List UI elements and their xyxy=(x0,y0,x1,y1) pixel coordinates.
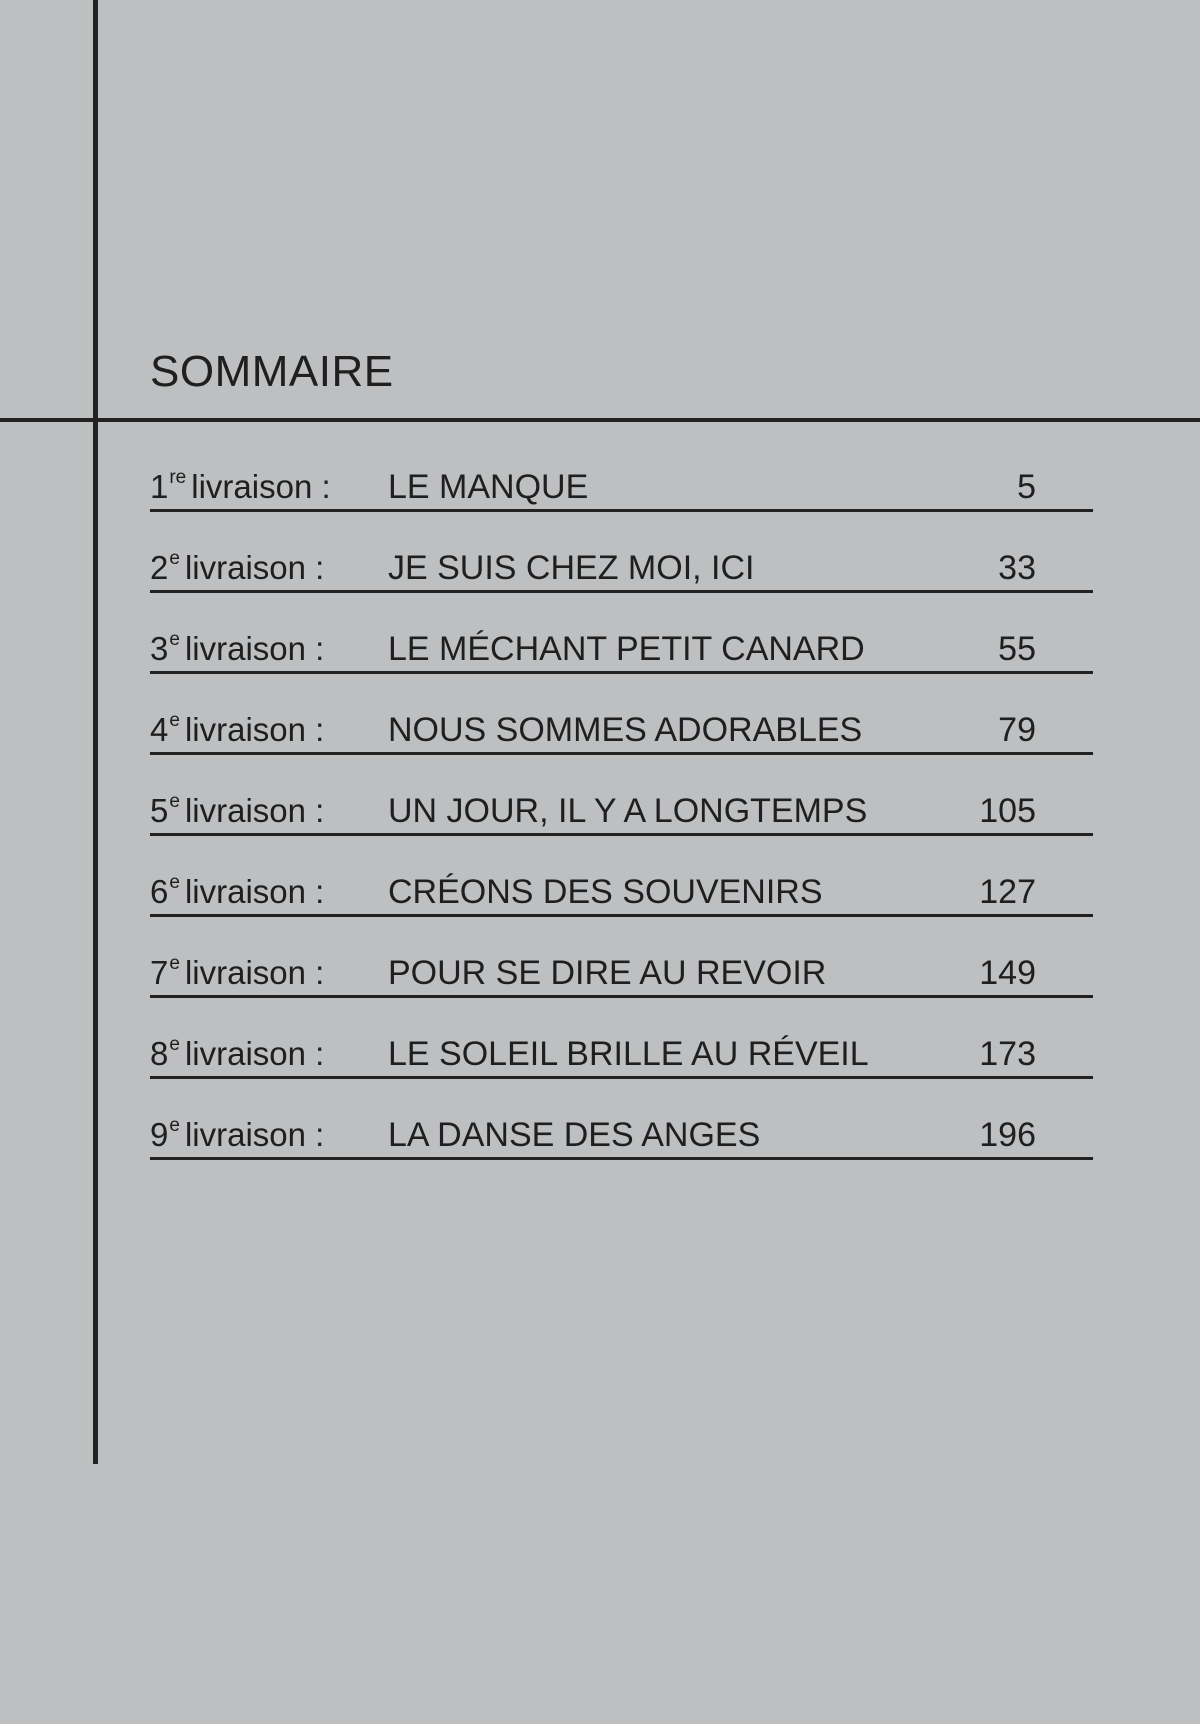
toc-entry-label xyxy=(150,710,325,748)
toc-entry-word: livraison : xyxy=(184,954,325,991)
toc-entry-label xyxy=(150,1115,325,1153)
toc-entry-rule xyxy=(150,590,1093,593)
toc-entry-number: 2 xyxy=(150,549,169,586)
toc-entry-word: livraison : xyxy=(184,873,325,910)
toc-entry-page: 173 xyxy=(979,1035,1036,1073)
toc-entry-word: livraison : xyxy=(184,711,325,748)
toc-entry-label xyxy=(150,629,325,667)
toc-entry-page: 33 xyxy=(998,549,1036,587)
toc-entry-chapter: LA DANSE DES ANGES xyxy=(388,1116,761,1154)
toc-entry-ordinal: e xyxy=(169,1034,180,1055)
toc-entry-label xyxy=(150,791,325,829)
toc-entry xyxy=(150,622,1093,703)
toc-entry xyxy=(150,946,1093,1027)
toc-entry-chapter: LE MANQUE xyxy=(388,468,589,506)
toc-entry-rule xyxy=(150,995,1093,998)
toc-entry-page: 5 xyxy=(1017,468,1036,506)
toc-entry-ordinal: e xyxy=(169,548,180,569)
toc-entry-word: livraison : xyxy=(184,1035,325,1072)
toc-entry-word: livraison : xyxy=(184,1116,325,1153)
toc-entry-chapter: CRÉONS DES SOUVENIRS xyxy=(388,873,823,911)
toc-entry xyxy=(150,703,1093,784)
toc-entry xyxy=(150,865,1093,946)
toc-entry-word: livraison : xyxy=(184,549,325,586)
toc-entry-chapter: POUR SE DIRE AU REVOIR xyxy=(388,954,827,992)
vertical-rule xyxy=(93,0,98,1464)
toc-entry-chapter: NOUS SOMMES ADORABLES xyxy=(388,711,863,749)
toc-entry-page: 196 xyxy=(979,1116,1036,1154)
toc-entry-number: 3 xyxy=(150,630,169,667)
toc-entry-ordinal: e xyxy=(169,710,180,731)
toc-entry xyxy=(150,784,1093,865)
page-title: SOMMAIRE xyxy=(150,347,394,396)
toc-entry-ordinal: e xyxy=(169,1115,180,1136)
toc-entry-ordinal: re xyxy=(169,467,187,488)
toc-entry xyxy=(150,1027,1093,1108)
toc-entry-label xyxy=(150,548,325,586)
toc-entry-rule xyxy=(150,1157,1093,1160)
toc-entry-number: 1 xyxy=(150,468,169,505)
toc-entry-number: 9 xyxy=(150,1116,169,1153)
toc-entry-ordinal: e xyxy=(169,953,180,974)
toc-entry-label xyxy=(150,872,325,910)
toc-entry xyxy=(150,460,1093,541)
toc-entry-rule xyxy=(150,671,1093,674)
toc-entry-number: 4 xyxy=(150,711,169,748)
toc-entry-rule xyxy=(150,833,1093,836)
toc-entry-chapter: UN JOUR, IL Y A LONGTEMPS xyxy=(388,792,868,830)
toc-entry-label xyxy=(150,953,325,991)
toc-entry-page: 79 xyxy=(998,711,1036,749)
toc-entry-number: 8 xyxy=(150,1035,169,1072)
toc-entry-label xyxy=(150,467,331,505)
toc-entry-rule xyxy=(150,752,1093,755)
toc-entry-word: livraison : xyxy=(191,468,331,505)
title-rule xyxy=(0,418,1200,422)
toc-entry-word: livraison : xyxy=(184,792,325,829)
toc-entry-number: 5 xyxy=(150,792,169,829)
toc-entry-ordinal: e xyxy=(169,872,180,893)
toc-entry-chapter: LE MÉCHANT PETIT CANARD xyxy=(388,630,865,668)
toc-entry-word: livraison : xyxy=(184,630,325,667)
toc-entry-rule xyxy=(150,1076,1093,1079)
toc-entry-ordinal: e xyxy=(169,629,180,650)
toc-entry-chapter: JE SUIS CHEZ MOI, ICI xyxy=(388,549,755,587)
toc-entry-rule xyxy=(150,509,1093,512)
toc-entry-chapter: LE SOLEIL BRILLE AU RÉVEIL xyxy=(388,1035,869,1073)
toc-entry-page: 127 xyxy=(979,873,1036,911)
toc-entry-page: 149 xyxy=(979,954,1036,992)
table-of-contents xyxy=(150,460,1093,1189)
toc-entry xyxy=(150,541,1093,622)
toc-entry-number: 6 xyxy=(150,873,169,910)
toc-entry-number: 7 xyxy=(150,954,169,991)
toc-entry-label xyxy=(150,1034,325,1072)
toc-entry-rule xyxy=(150,914,1093,917)
toc-entry-ordinal: e xyxy=(169,791,180,812)
toc-entry-page: 55 xyxy=(998,630,1036,668)
toc-entry-page: 105 xyxy=(979,792,1036,830)
toc-entry xyxy=(150,1108,1093,1189)
